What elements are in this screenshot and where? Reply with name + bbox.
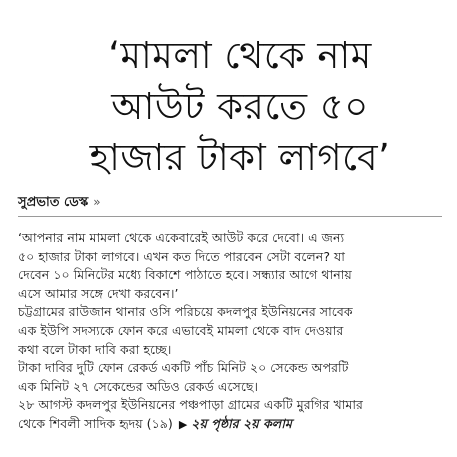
body-line: ৫০ হাজার টাকা লাগবে। এখন কত দিতে পারবেন সেটা বলেন? যা xyxy=(18,248,345,264)
chevron-right-icon: » xyxy=(93,195,101,209)
body-line: চট্টগ্রামের রাউজান থানার ওসি পরিচয়ে কদলপুর ইউনিয়নের সাবেক xyxy=(18,304,353,320)
body-line: ‘আপনার নাম মামলা থেকে একেবারেই আউট করে দেবো। এ জন্য xyxy=(18,230,345,245)
body-line: এসে আমার সঙ্গে দেখা করবেন।’ xyxy=(18,285,179,301)
body-line: এক ইউপি সদস্যকে ফোন করে এভাবেই মামলা থেকে বাদ দেওয়ার xyxy=(18,322,344,338)
body-line: এক মিনিট ২৭ সেকেন্ডের অডিও রেকর্ড এসেছে। xyxy=(18,378,259,394)
byline xyxy=(18,193,101,214)
headline-line-1: ‘মামলা থেকে নাম xyxy=(108,34,372,77)
headline-line-3: হাজার টাকা লাগবে’ xyxy=(89,136,391,179)
body-line: কথা বলে টাকা দাবি করা হচ্ছে। xyxy=(18,341,172,357)
body-line: টাকা দাবির দুটি ফোন রেকর্ড একটি পাঁচ মিনিট ২০ সেকেন্ড অপরটি xyxy=(18,360,349,376)
article-body xyxy=(18,229,444,435)
desk-name: সুপ্রভাত ডেস্ক xyxy=(18,195,89,210)
body-line-last xyxy=(18,415,444,435)
headline xyxy=(40,30,440,183)
body-line-text: থেকে শিবলী সাদিক হৃদয় (১৯) xyxy=(18,415,173,431)
continued-on-link[interactable]: ২য় পৃষ্ঠার ২য় কলাম xyxy=(191,415,292,431)
headline-line-2: আউট করতে ৫০ xyxy=(111,85,369,128)
divider xyxy=(18,216,442,217)
play-arrow-icon: ▶ xyxy=(178,417,188,431)
body-line: দেবেন ১০ মিনিটের মধ্যে বিকাশে পাঠাতে হবে। সন্ধ্যার আগে থানায় xyxy=(18,267,352,283)
body-line: ২৮ আগস্ট কদলপুর ইউনিয়নের পঞ্চপাড়া গ্রামের একটি মুরগির খামার xyxy=(18,397,363,413)
